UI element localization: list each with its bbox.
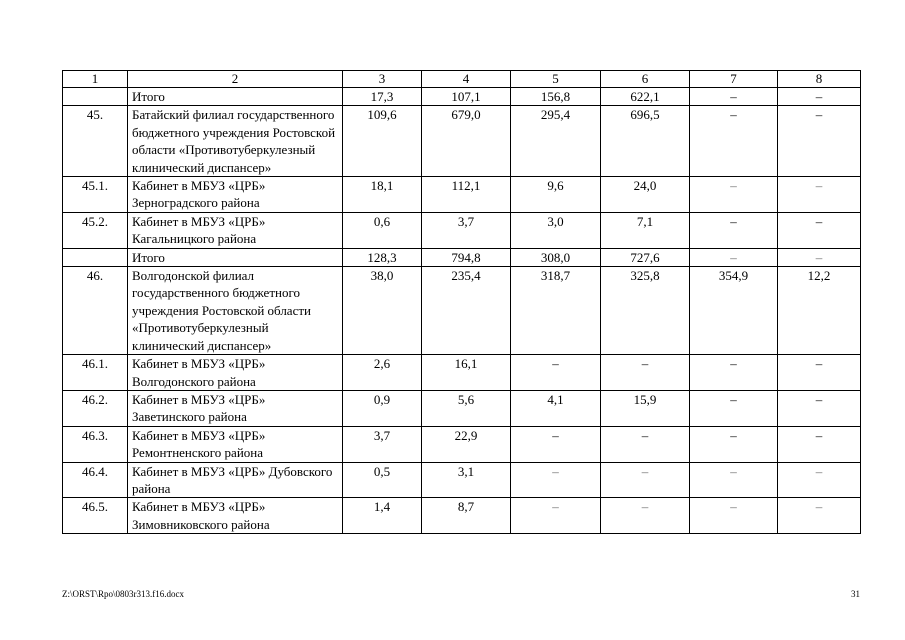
value-cell: –: [690, 390, 778, 426]
value-cell: 38,0: [343, 267, 422, 355]
value-cell: –: [690, 88, 778, 106]
row-name-cell: Кабинет в МБУЗ «ЦРБ» Дубовского района: [128, 462, 343, 498]
value-cell: 794,8: [422, 248, 511, 266]
value-cell: 325,8: [601, 267, 690, 355]
row-name-cell: Волгодонской филиал государственного бюджетного учреждения Ростовской области «Противотуберкулезный клинический диспансер»: [128, 267, 343, 355]
row-name-cell: Кабинет в МБУЗ «ЦРБ» Кагальницкого района: [128, 212, 343, 248]
value-cell: –: [690, 212, 778, 248]
value-cell: –: [511, 462, 601, 498]
value-cell: –: [690, 106, 778, 177]
value-cell: 8,7: [422, 498, 511, 534]
value-cell: –: [778, 88, 861, 106]
row-number-cell: 46.2.: [63, 390, 128, 426]
value-cell: 318,7: [511, 267, 601, 355]
header-cell: 7: [690, 71, 778, 88]
row-name-cell: Итого: [128, 88, 343, 106]
value-cell: –: [690, 462, 778, 498]
data-table: [62, 70, 861, 534]
value-cell: 107,1: [422, 88, 511, 106]
table-header-row: [63, 71, 861, 88]
value-cell: 16,1: [422, 355, 511, 391]
value-cell: –: [601, 462, 690, 498]
header-cell: 4: [422, 71, 511, 88]
header-cell: 3: [343, 71, 422, 88]
row-name-cell: Кабинет в МБУЗ «ЦРБ» Ремонтненского района: [128, 426, 343, 462]
value-cell: 109,6: [343, 106, 422, 177]
row-name-cell: Итого: [128, 248, 343, 266]
value-cell: 727,6: [601, 248, 690, 266]
value-cell: 696,5: [601, 106, 690, 177]
page-number: 31: [851, 589, 860, 599]
value-cell: 0,5: [343, 462, 422, 498]
value-cell: 18,1: [343, 177, 422, 213]
header-cell: 5: [511, 71, 601, 88]
table-row: [63, 390, 861, 426]
value-cell: 15,9: [601, 390, 690, 426]
row-number-cell: 46.1.: [63, 355, 128, 391]
value-cell: 0,6: [343, 212, 422, 248]
value-cell: 3,1: [422, 462, 511, 498]
row-number-cell: 46.: [63, 267, 128, 355]
value-cell: –: [690, 177, 778, 213]
header-cell: 2: [128, 71, 343, 88]
value-cell: 156,8: [511, 88, 601, 106]
value-cell: –: [511, 426, 601, 462]
row-number-cell: 45.2.: [63, 212, 128, 248]
value-cell: 128,3: [343, 248, 422, 266]
row-number-cell: 46.5.: [63, 498, 128, 534]
value-cell: –: [778, 426, 861, 462]
value-cell: 3,7: [343, 426, 422, 462]
value-cell: 22,9: [422, 426, 511, 462]
header-cell: 1: [63, 71, 128, 88]
value-cell: 7,1: [601, 212, 690, 248]
table-row: [63, 426, 861, 462]
value-cell: –: [690, 355, 778, 391]
value-cell: 308,0: [511, 248, 601, 266]
value-cell: 679,0: [422, 106, 511, 177]
table-row: [63, 177, 861, 213]
value-cell: –: [511, 498, 601, 534]
value-cell: –: [511, 355, 601, 391]
value-cell: –: [778, 390, 861, 426]
value-cell: –: [601, 498, 690, 534]
value-cell: –: [690, 248, 778, 266]
table-row: [63, 248, 861, 266]
table-row: [63, 88, 861, 106]
value-cell: –: [690, 498, 778, 534]
value-cell: 235,4: [422, 267, 511, 355]
row-number-cell: 45.1.: [63, 177, 128, 213]
table-row: [63, 267, 861, 355]
table-row: [63, 355, 861, 391]
value-cell: 2,6: [343, 355, 422, 391]
value-cell: 17,3: [343, 88, 422, 106]
value-cell: –: [778, 212, 861, 248]
row-name-cell: Кабинет в МБУЗ «ЦРБ» Заветинского района: [128, 390, 343, 426]
row-number-cell: 45.: [63, 106, 128, 177]
value-cell: –: [690, 426, 778, 462]
value-cell: 1,4: [343, 498, 422, 534]
table-row: [63, 212, 861, 248]
row-number-cell: [63, 88, 128, 106]
table-row: [63, 462, 861, 498]
row-name-cell: Кабинет в МБУЗ «ЦРБ» Волгодонского района: [128, 355, 343, 391]
row-number-cell: 46.4.: [63, 462, 128, 498]
value-cell: 354,9: [690, 267, 778, 355]
value-cell: –: [778, 106, 861, 177]
row-name-cell: Батайский филиал государственного бюджетного учреждения Ростовской области «Противотуберкулезный клинический диспансер»: [128, 106, 343, 177]
row-number-cell: 46.3.: [63, 426, 128, 462]
value-cell: –: [778, 462, 861, 498]
row-number-cell: [63, 248, 128, 266]
value-cell: 12,2: [778, 267, 861, 355]
value-cell: 295,4: [511, 106, 601, 177]
value-cell: 112,1: [422, 177, 511, 213]
footer-file-path: Z:\ORST\Rpo\0803r313.f16.docx: [62, 589, 184, 599]
value-cell: 622,1: [601, 88, 690, 106]
value-cell: 3,0: [511, 212, 601, 248]
value-cell: 5,6: [422, 390, 511, 426]
table-row: [63, 498, 861, 534]
header-cell: 6: [601, 71, 690, 88]
value-cell: 4,1: [511, 390, 601, 426]
value-cell: –: [778, 177, 861, 213]
row-name-cell: Кабинет в МБУЗ «ЦРБ» Зимовниковского района: [128, 498, 343, 534]
value-cell: –: [778, 248, 861, 266]
value-cell: –: [601, 355, 690, 391]
value-cell: 24,0: [601, 177, 690, 213]
value-cell: 0,9: [343, 390, 422, 426]
row-name-cell: Кабинет в МБУЗ «ЦРБ» Зерноградского района: [128, 177, 343, 213]
value-cell: 3,7: [422, 212, 511, 248]
value-cell: –: [778, 498, 861, 534]
value-cell: 9,6: [511, 177, 601, 213]
table-row: [63, 106, 861, 177]
value-cell: –: [601, 426, 690, 462]
value-cell: –: [778, 355, 861, 391]
table-body: [63, 71, 861, 534]
header-cell: 8: [778, 71, 861, 88]
